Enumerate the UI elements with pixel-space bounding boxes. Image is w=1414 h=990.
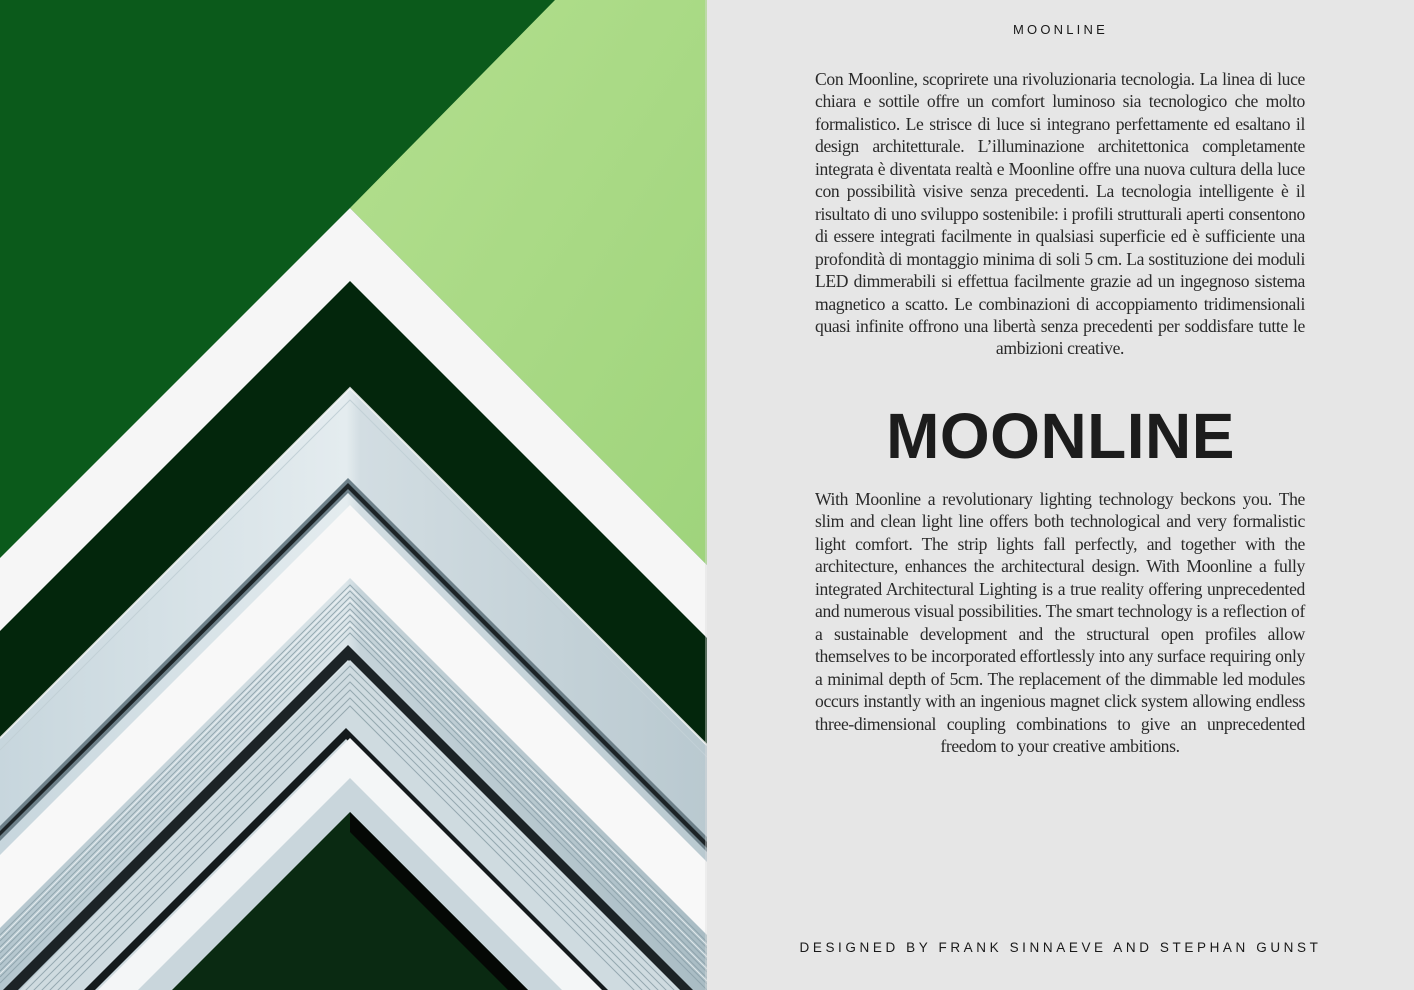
english-body-text: With Moonline a revolutionary lighting technology beckons you. The slim and clean light line offers both technological and very formalistic light comfort. The strip lights fall perfectly, and together with the architecture, enhances the architectural design. With Moonline a fully integrated Architectural Lighting is a true reality offering unprecedented and numerous visual possibilities. The smart technology is a reflection of a sustainable development and the structural open profiles allow themselves to be incorporated effortlessly into any surface requiring only a minimal depth of 5cm. The replacement of the dimmable led modules occurs instantly with an ingenious magnet click system allowing endless three-dimensional coupling combinations to give an unprecedented freedom to your creative ambitions. <box>815 489 1305 756</box>
text-page <box>707 0 1414 990</box>
page-title: MOONLINE <box>886 400 1235 472</box>
italian-body-text: Con Moonline, scoprirete una rivoluzionaria tecnologia. La linea di luce chiara e sottile offre un comfort luminoso sia tecnologico che molto formalistico. Le strisce di luce si integrano perfettamente ed esaltano il design architetturale. L’illuminazione architettonica completamente integrata è diventata realtà e Moonline offre una nuova cultura della luce con possibilità visive senza precedenti. La tecnologia intelligente è il risultato di uno sviluppo sostenibile: i profili strutturali aperti consentono di essere integrati facilmente in qualsiasi superficie ed è sufficiente una profondità di montaggio minima di soli 5 cm. La sostituzione dei moduli LED dimmerabili si effettua facilmente grazie ad un ingegnoso sistema magnetico a scatto. Le combinazioni di accoppiamento tridimensionali quasi infinite offrono una libertà senza precedenti per soddisfare tutte le ambizioni creative. <box>815 69 1305 359</box>
running-head: MOONLINE <box>1013 22 1108 37</box>
designer-credit: DESIGNED BY FRANK SINNAEVE AND STEPHAN GUNST <box>799 940 1322 955</box>
